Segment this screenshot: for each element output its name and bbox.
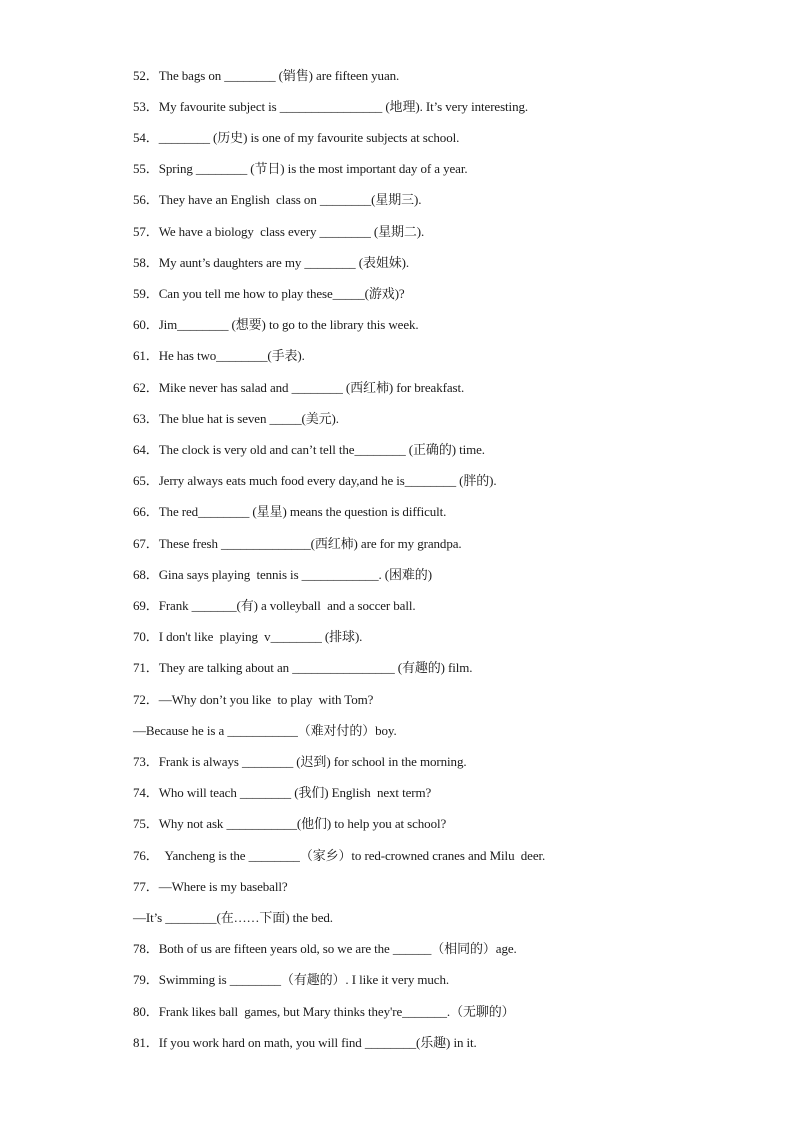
question-54: 54．________ (历史) is one of my favourite subjects at school.: [133, 130, 460, 145]
question-69: 69．Frank _______(有) a volleyball and a soccer ball.: [133, 598, 416, 613]
question-52: 52．The bags on ________ (销售) are fifteen yuan.: [133, 68, 400, 83]
question-63: 63．The blue hat is seven _____(美元).: [133, 411, 339, 426]
question-77: 77．—Where is my baseball?: [133, 879, 288, 894]
question-65: 65．Jerry always eats much food every day,and he is________ (胖的).: [133, 473, 497, 488]
question-67: 67．These fresh ______________(西红柿) are for my grandpa.: [133, 536, 462, 551]
question-72: 72．—Why don’t you like to play with Tom?: [133, 692, 374, 707]
question-81: 81．If you work hard on math, you will find ________(乐趣) in it.: [133, 1035, 477, 1050]
question-75: 75．Why not ask ___________(他们) to help you at school?: [133, 816, 447, 831]
question-73: 73．Frank is always ________ (迟到) for school in the morning.: [133, 754, 467, 769]
question-55: 55．Spring ________ (节日) is the most important day of a year.: [133, 161, 468, 176]
question-57: 57．We have a biology class every ________ (星期二).: [133, 224, 425, 239]
question-59: 59．Can you tell me how to play these_____(游戏)?: [133, 286, 405, 301]
question-56: 56．They have an English class on ________(星期三).: [133, 192, 422, 207]
question-72-answer: —Because he is a ___________（难对付的）boy.: [133, 723, 397, 738]
question-64: 64．The clock is very old and can’t tell the________ (正确的) time.: [133, 442, 485, 457]
question-71: 71．They are talking about an ________________ (有趣的) film.: [133, 660, 473, 675]
question-62: 62．Mike never has salad and ________ (西红柿) for breakfast.: [133, 380, 465, 395]
question-80: 80．Frank likes ball games, but Mary thinks they're_______.（无聊的）: [133, 1004, 515, 1019]
question-58: 58．My aunt’s daughters are my ________ (表姐妹).: [133, 255, 410, 270]
question-79: 79．Swimming is ________（有趣的）. I like it very much.: [133, 972, 450, 987]
question-70: 70．I don't like playing v________ (排球).: [133, 629, 363, 644]
question-74: 74．Who will teach ________ (我们) English next term?: [133, 785, 432, 800]
question-78: 78．Both of us are fifteen years old, so we are the ______（相同的）age.: [133, 941, 517, 956]
question-76: 76． Yancheng is the ________（家乡）to red-crowned cranes and Milu deer.: [133, 848, 546, 863]
question-66: 66．The red________ (星星) means the question is difficult.: [133, 504, 447, 519]
question-53: 53．My favourite subject is ________________ (地理). It’s very interesting.: [133, 99, 529, 114]
question-77-answer: —It’s ________(在……下面) the bed.: [133, 910, 333, 925]
question-60: 60．Jim________ (想要) to go to the library this week.: [133, 317, 419, 332]
question-61: 61．He has two________(手表).: [133, 348, 305, 363]
question-68: 68．Gina says playing tennis is ____________. (困难的): [133, 567, 432, 582]
